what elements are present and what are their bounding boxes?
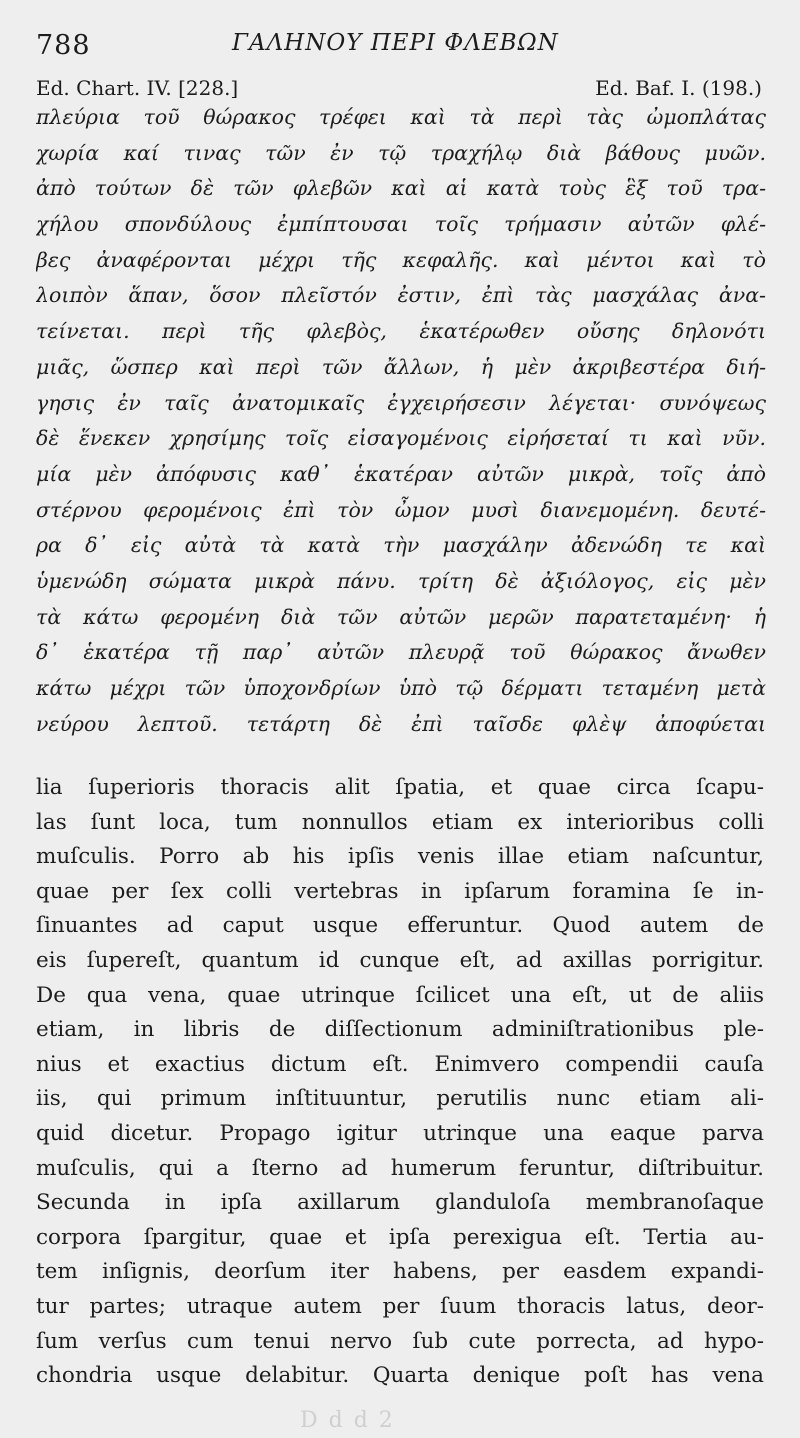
greek-line: βες ἀναφέρονται μέχρι τῆς κεφαλῆς. καὶ μέντοι καὶ τὸ xyxy=(36,247,766,272)
greek-line: μιᾶς, ὥσπερ καὶ περὶ τῶν ἄλλων, ἡ μὲν ἀκριβεστέρα διή- xyxy=(36,354,766,379)
latin-line: las ſunt loca, tum nonnullos etiam ex interioribus colli xyxy=(36,809,764,835)
latin-text-block xyxy=(36,771,764,1394)
greek-line: γησις ἐν ταῖς ἀνατομικαῖς ἐγχειρήσεσιν λέγεται· συνόψεως xyxy=(36,390,766,415)
greek-line: νεύρου λεπτοῦ. τετάρτη δὲ ἐπὶ ταῖσδε φλὲψ ἀποφύεται xyxy=(36,711,766,736)
latin-line: quid dicetur. Propago igitur utrinque una eaque parva xyxy=(36,1120,764,1146)
latin-line: Secunda in ipſa axillarum glanduloſa membranoſaque xyxy=(36,1190,764,1216)
greek-line: κάτω μέχρι τῶν ὑποχονδρίων ὑπὸ τῷ δέρματι τεταμένη μετὰ xyxy=(36,676,766,700)
running-head: ΓΑΛΗΝΟΥ ΠΕΡΙ ΦΛΕΒΩΝ xyxy=(232,30,559,56)
latin-line: nius et exactius dictum eſt. Enimvero compendii cauſa xyxy=(36,1051,764,1077)
page-number: 788 xyxy=(36,30,91,61)
latin-line: chondria usque delabitur. Quarta denique poſt has vena xyxy=(36,1363,764,1389)
greek-line: δὲ ἕνεκεν χρησίμης τοῖς εἰσαγομένοις εἰρήσεταί τι καὶ νῦν. xyxy=(36,426,766,451)
latin-line: tur partes; utraque autem per ſuum thoracis latus, deor- xyxy=(36,1293,764,1319)
greek-line: ἀπὸ τούτων δὲ τῶν φλεβῶν καὶ αἱ κατὰ τοὺς ἓξ τοῦ τρα- xyxy=(36,176,766,201)
greek-text-block xyxy=(36,100,766,742)
greek-line: χήλου σπονδύλους ἐμπίπτουσαι τοῖς τρήμασιν αὐτῶν φλέ- xyxy=(36,212,766,237)
greek-line: μία μὲν ἀπόφυσις καθ᾽ ἑκατέραν αὐτῶν μικρὰ, τοῖς ἀπὸ xyxy=(36,461,766,486)
greek-line: χωρία καί τινας τῶν ἐν τῷ τραχήλῳ διὰ βάθους μυῶν. xyxy=(36,140,766,165)
greek-line: τείνεται. περὶ τῆς φλεβὸς, ἑκατέρωθεν οὔσης δηλονότι xyxy=(36,319,766,344)
greek-line: λοιπὸν ἅπαν, ὅσον πλεῖστόν ἐστιν, ἐπὶ τὰς μασχάλας ἀνα- xyxy=(36,283,766,308)
latin-line: corpora ſpargitur, quae et ipſa perexigua eſt. Tertia au- xyxy=(36,1224,764,1250)
page-header xyxy=(36,26,760,66)
greek-line: δ᾽ ἑκατέρα τῇ παρ᾽ αὐτῶν πλευρᾷ τοῦ θώρακος ἄνωθεν xyxy=(36,640,766,665)
greek-line: ὑμενώδη σώματα μικρὰ πάνυ. τρίτη δὲ ἀξιόλογος, εἰς μὲν xyxy=(36,568,766,593)
greek-line: πλεύρια τοῦ θώρακος τρέφει καὶ τὰ περὶ τὰς ὠμοπλάτας xyxy=(36,105,766,129)
latin-line: De qua vena, quae utrinque ſcilicet una eſt, ut de aliis xyxy=(36,982,764,1008)
latin-line: eis ſupereſt, quantum id cunque eſt, ad axillas porrigitur. xyxy=(36,947,764,973)
latin-line: ſum verſus cum tenui nervo ſub cute porrecta, ad hypo- xyxy=(36,1328,764,1354)
greek-line: ρα δ᾽ εἰς αὐτὰ τὰ κατὰ τὴν μασχάλην ἀδενώδη τε καὶ xyxy=(36,533,766,558)
greek-line: στέρνου φερομένοις ἐπὶ τὸν ὦμον μυσὶ διανεμομένη. δευτέ- xyxy=(36,497,766,522)
latin-line: iis, qui primum inſtituuntur, perutilis nunc etiam ali- xyxy=(36,1086,764,1112)
latin-line: tem inſignis, deorſum iter habens, per easdem expandi- xyxy=(36,1259,764,1285)
latin-line: etiam, in libris de diſſectionum adminiſtrationibus ple- xyxy=(36,1017,764,1043)
bleed-through-text: D d d 2 xyxy=(300,1408,395,1433)
latin-line: quae per ſex colli vertebras in ipſarum foramina ſe in- xyxy=(36,878,764,904)
edition-basel: Ed. Baf. I. (198.) xyxy=(595,76,762,100)
latin-line: muſculis, qui a ſterno ad humerum feruntur, diſtribuitur. xyxy=(36,1155,764,1181)
edition-chartier: Ed. Chart. IV. [228.] xyxy=(36,76,239,100)
latin-line: muſculis. Porro ab his ipſis venis illae etiam naſcuntur, xyxy=(36,844,764,870)
latin-line: ſinuantes ad caput usque efferuntur. Quod autem de xyxy=(36,913,764,939)
latin-line: lia ſuperioris thoracis alit ſpatia, et quae circa ſcapu- xyxy=(36,775,764,800)
greek-line: τὰ κάτω φερομένη διὰ τῶν αὐτῶν μερῶν παρατεταμένη· ἡ xyxy=(36,604,766,629)
